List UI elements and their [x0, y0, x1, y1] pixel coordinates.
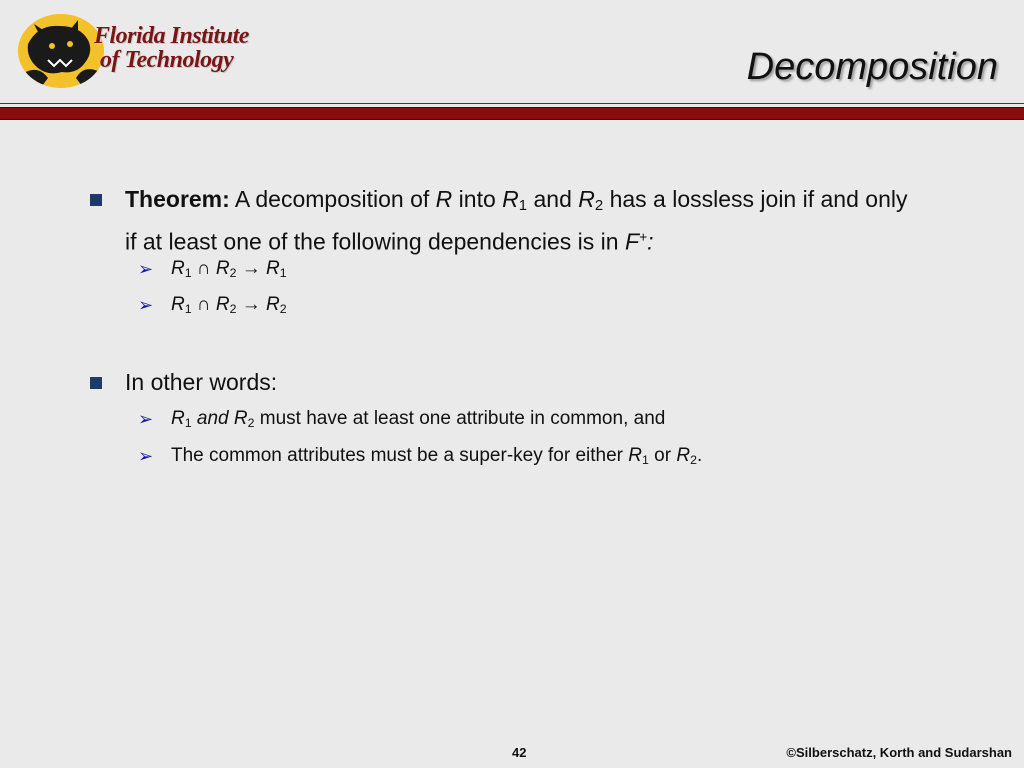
header-divider-bar — [0, 107, 1024, 120]
arrowhead-bullet-icon: ➢ — [138, 259, 154, 279]
copyright: ©Silberschatz, Korth and Sudarshan — [786, 745, 1012, 760]
logo-wordmark — [94, 24, 249, 72]
subscript: 2 — [229, 266, 237, 280]
slide-title: Decomposition — [746, 46, 998, 88]
arrow-symbol: → — [236, 294, 266, 315]
var: R — [171, 294, 185, 315]
var: R — [171, 258, 185, 279]
text: must have at least one attribute in common, and — [254, 408, 666, 429]
subscript: 2 — [279, 302, 287, 316]
intersect-symbol: ∩ — [191, 294, 216, 315]
page-number: 42 — [512, 745, 527, 760]
var: R — [266, 294, 280, 315]
subscript: 2 — [229, 302, 237, 316]
superscript: + — [639, 229, 648, 244]
logo-line-2: of Technology — [100, 47, 234, 73]
logo-line-1: Florida Institute — [94, 23, 249, 49]
text: The common attributes must be a super-key for either — [171, 445, 629, 466]
panther-emblem-icon — [18, 14, 104, 88]
text: into — [452, 186, 503, 212]
var-r: R — [435, 186, 453, 212]
subscript: 1 — [518, 197, 528, 214]
square-bullet-icon — [90, 377, 102, 389]
intersect-symbol: ∩ — [191, 258, 216, 279]
header-divider-thin — [0, 103, 1024, 104]
var: R — [215, 294, 230, 315]
theorem-paragraph — [125, 184, 925, 258]
text: . — [696, 445, 703, 466]
var-f: F — [624, 228, 639, 255]
dependency-1 — [171, 258, 287, 280]
var-r1: R — [502, 186, 519, 212]
subscript: 2 — [594, 197, 604, 214]
var: R — [266, 258, 280, 279]
subscript: 2 — [247, 416, 255, 430]
text: has a lossless join if and only if at least one of the following dependencies is in — [125, 186, 908, 255]
text: and — [527, 186, 579, 212]
var: R — [171, 408, 185, 429]
sub-point-2 — [171, 445, 702, 467]
in-other-words: In other words: — [125, 369, 278, 395]
var: R — [215, 258, 230, 279]
dependency-2 — [171, 294, 287, 316]
subscript: 1 — [184, 302, 192, 316]
subscript: 1 — [642, 453, 649, 467]
var: R — [233, 408, 248, 429]
arrowhead-bullet-icon: ➢ — [138, 295, 154, 315]
subscript: 1 — [279, 266, 287, 280]
colon: : — [647, 228, 654, 255]
arrowhead-bullet-icon: ➢ — [138, 409, 154, 429]
subscript: 1 — [184, 416, 192, 430]
var: R — [676, 445, 691, 466]
var: R — [628, 445, 642, 466]
var-r2: R — [578, 186, 595, 212]
subscript: 2 — [690, 453, 697, 467]
text: and — [191, 408, 234, 429]
fit-logo — [18, 14, 258, 90]
subscript: 1 — [184, 266, 192, 280]
text: or — [648, 445, 677, 466]
arrowhead-bullet-icon: ➢ — [138, 446, 154, 466]
square-bullet-icon — [90, 194, 102, 206]
sub-point-1 — [171, 408, 665, 430]
text: A decomposition of — [229, 186, 436, 212]
theorem-label: Theorem: — [125, 186, 230, 212]
arrow-symbol: → — [236, 258, 266, 279]
